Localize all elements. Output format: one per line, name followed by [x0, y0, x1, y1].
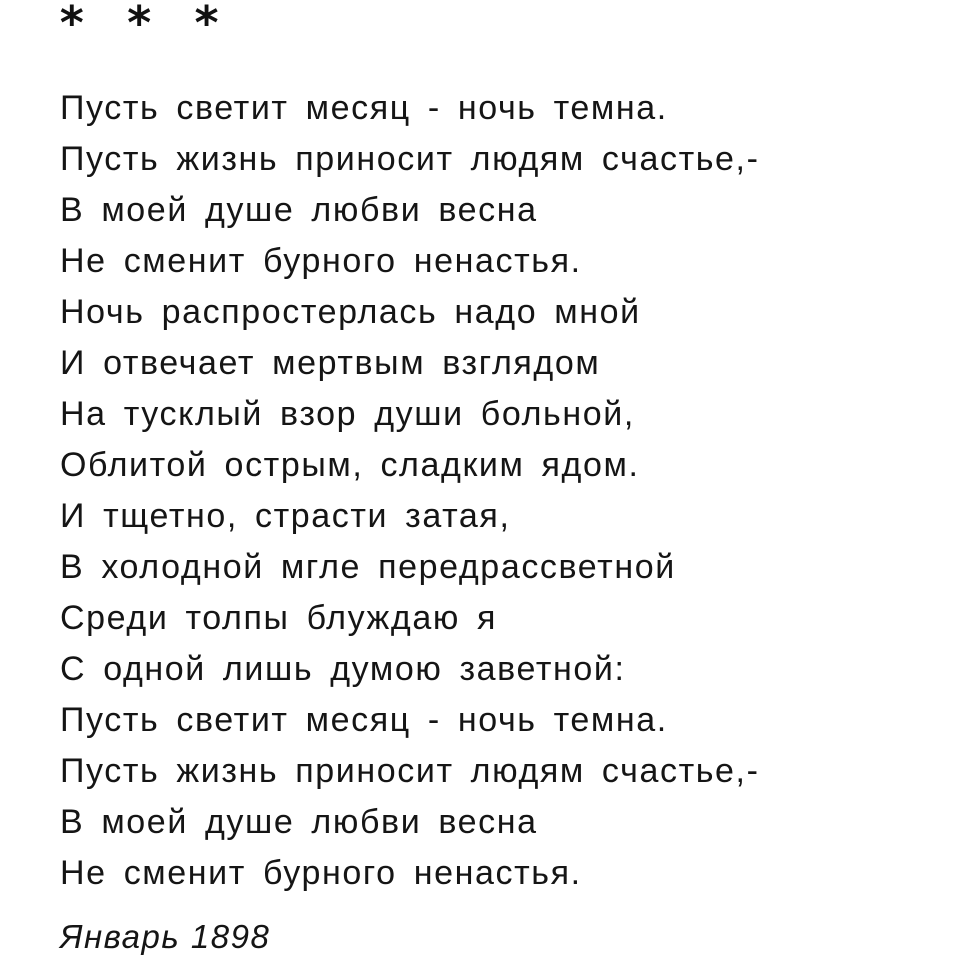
poem-line: Среди толпы блуждаю я — [60, 599, 498, 637]
poem-line: В моей душе любви весна — [60, 803, 538, 841]
stanza-separator: * * * — [58, 0, 227, 50]
poem-line: Пусть светит месяц - ночь темна. — [60, 701, 668, 739]
poem-line: В моей душе любви весна — [60, 191, 538, 229]
poem-line: С одной лишь думою заветной: — [60, 650, 626, 688]
poem-line: Не сменит бурного ненастья. — [60, 242, 582, 280]
poem-line: Не сменит бурного ненастья. — [60, 854, 582, 892]
poem-line: На тусклый взор души больной, — [60, 395, 635, 433]
poem-date: Январь 1898 — [60, 918, 271, 955]
poem-line: Пусть светит месяц - ночь темна. — [60, 89, 668, 127]
poem-line: Облитой острым, сладким ядом. — [60, 446, 640, 484]
poem-line: И тщетно, страсти затая, — [60, 497, 511, 535]
poem-line: Пусть жизнь приносит людям счастье,- — [60, 140, 760, 178]
poem-line: Пусть жизнь приносит людям счастье,- — [60, 752, 760, 790]
poem-stanza — [60, 83, 760, 899]
poem-line: И отвечает мертвым взглядом — [60, 344, 601, 382]
poem-line: Ночь распростерлась надо мной — [60, 293, 641, 331]
poem-line: В холодной мгле передрассветной — [60, 548, 676, 586]
